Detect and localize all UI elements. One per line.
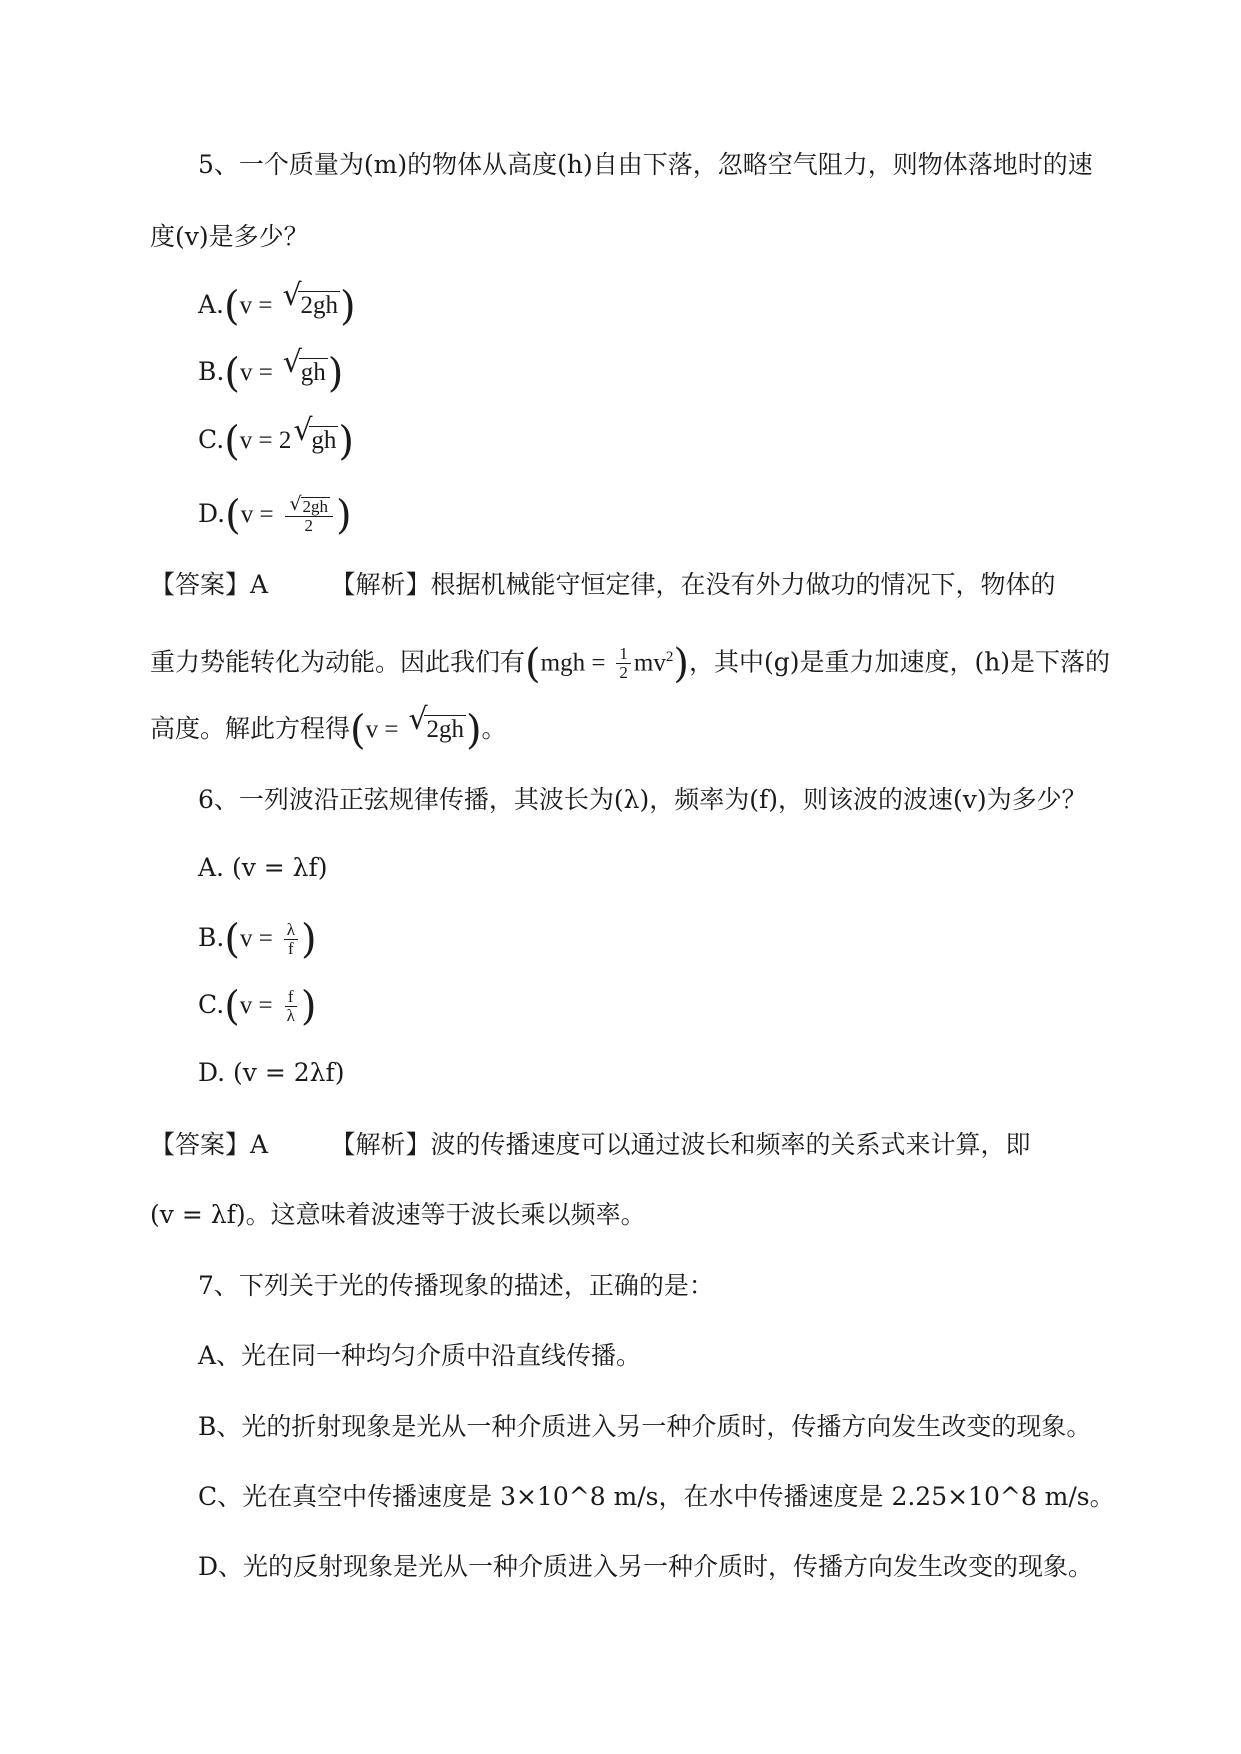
q6-answer-line-2: (v = λf)。这意味着波速等于波长乘以频率。 [150,1200,646,1229]
q5-option-c: C.(v = 2 √ gh) [198,413,355,465]
q7-option-c: C、光在真空中传播速度是 3×10^8 m/s，在水中传播速度是 2.25×10^8 m/s。 [198,1482,1115,1511]
q6-option-a: A. (v = λf) [198,853,328,882]
q6-option-c: C.(v = $\frac{f}{\lambda}$ ) [198,983,317,1030]
sqrt-symbol: √ gh [293,413,337,454]
q5-option-d: D.(v = √ 2gh 2 ) [198,492,352,539]
q5-stem-line-1: 5、一个质量为(m)的物体从高度(h)自由下落，忽略空气阻力，则物体落地时的速 [198,150,1093,179]
q7-option-a: A、光在同一种均匀介质中沿直线传播。 [198,1341,642,1370]
fraction: $\frac{\lambda}{f}$ [284,921,298,958]
sqrt-symbol: √ 2gh [289,492,329,516]
q7-option-b: B、光的折射现象是光从一种介质进入另一种介质时，传播方向发生改变的现象。 [198,1412,1092,1441]
q5-answer-line-1: 【答案】A 【解析】根据机械能守恒定律，在没有外力做功的情况下，物体的 [150,570,1056,599]
q7-stem: 7、下列关于光的传播现象的描述，正确的是： [198,1271,714,1300]
q5-answer-line-3: 高度。解此方程得(v = √ 2gh)。 [150,702,507,754]
fraction: $\frac{f}{\lambda}$ [286,987,295,1025]
q5-answer-line-2: 重力势能转化为动能。因此我们有(mgh = $\frac{1}{2}$ $mv^2$)，其中(g)是重力加速度，(h)是下落的 [150,640,1111,687]
q5-option-b: B.(v = √ gh) [198,345,344,397]
sqrt-symbol: √ gh [282,345,326,386]
sqrt-symbol: √ 2gh [282,278,338,319]
sqrt-symbol: √ 2gh [408,702,464,743]
q5-option-a: A.(v = √ 2gh) [198,278,356,330]
q6-option-b: B.(v = $\frac{\lambda}{f}$ ) [198,916,317,963]
q6-stem: 6、一列波沿正弦规律传播，其波长为(λ)，频率为(f)，则该波的波速(v)为多少？ [198,785,1087,814]
q6-answer-line-1: 【答案】A 【解析】波的传播速度可以通过波长和频率的关系式来计算，即 [150,1130,1031,1159]
q7-option-d: D、光的反射现象是光从一种介质进入另一种介质时，传播方向发生改变的现象。 [198,1552,1094,1581]
q5-stem-line-2: 度(v)是多少？ [150,222,309,251]
q6-option-d: D. (v = 2λf) [198,1058,345,1087]
fraction: √ 2gh 2 [285,497,334,535]
fraction-half: $\frac{1}{2}$ [616,645,631,682]
